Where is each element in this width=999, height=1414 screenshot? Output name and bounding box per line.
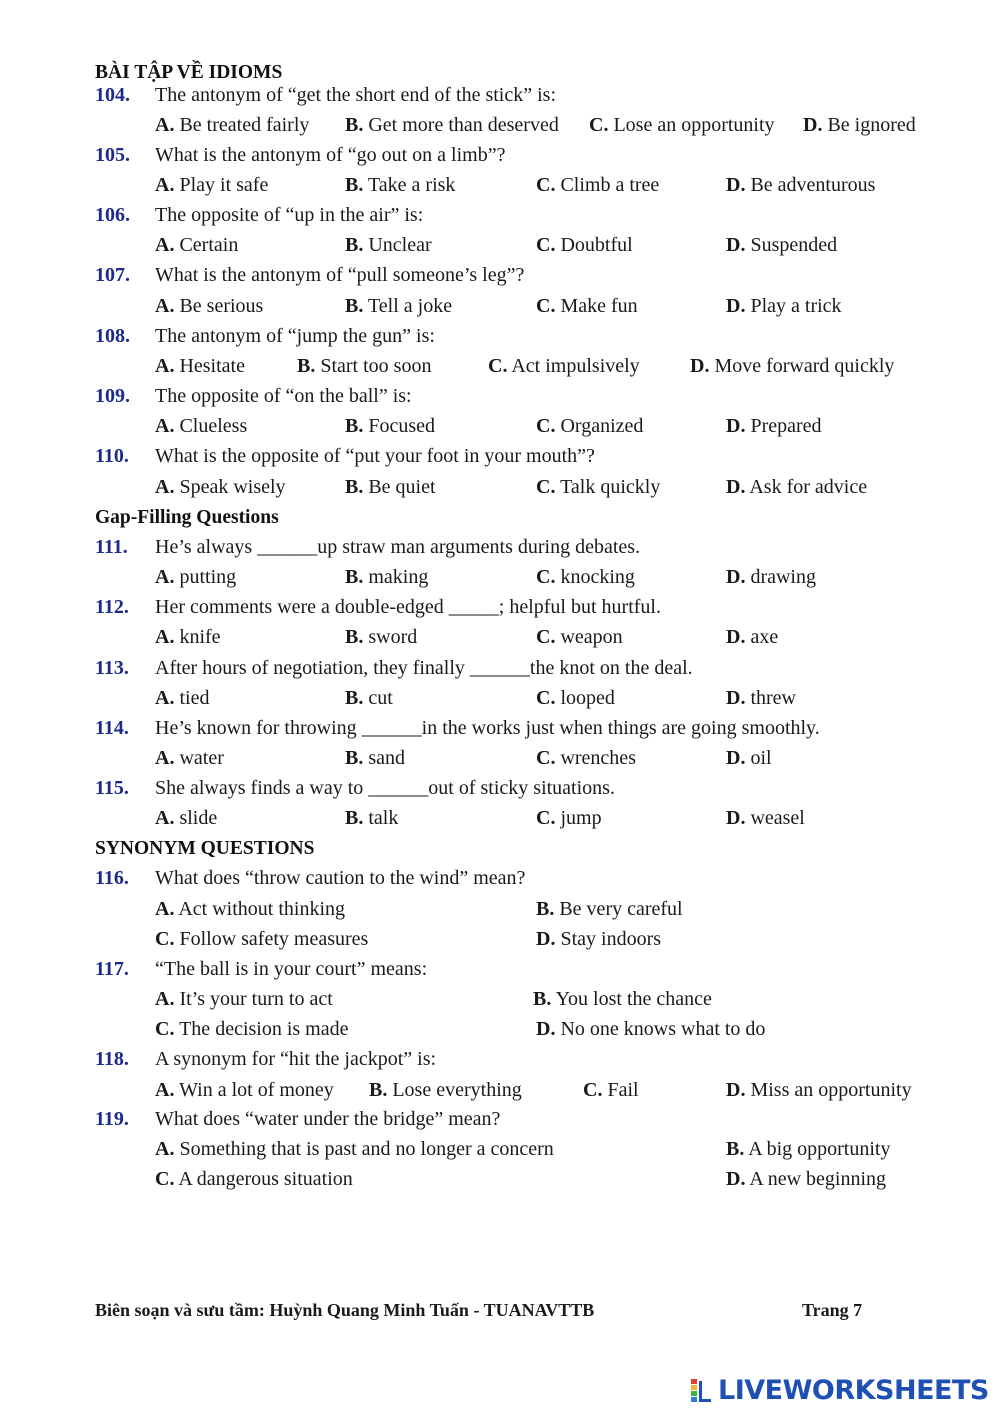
option-a[interactable]: A. Clueless bbox=[155, 415, 248, 437]
question-text: A synonym for “hit the jackpot” is: bbox=[155, 1048, 437, 1070]
option-b[interactable]: B. Get more than deserved bbox=[345, 114, 559, 136]
question-text: The opposite of “on the ball” is: bbox=[155, 385, 412, 407]
question-text: He’s always ______up straw man arguments during debates. bbox=[155, 536, 641, 558]
question-text: The opposite of “up in the air” is: bbox=[155, 204, 424, 226]
option-a[interactable]: A. Something that is past and no longer a concern bbox=[155, 1138, 554, 1160]
section-heading-gap-filling: Gap-Filling Questions bbox=[95, 507, 279, 528]
option-d[interactable]: D. Stay indoors bbox=[536, 928, 662, 950]
question-text: Her comments were a double-edged _____; helpful but hurtful. bbox=[155, 596, 661, 618]
option-c[interactable]: C. Make fun bbox=[536, 295, 638, 317]
question-text: What does “water under the bridge” mean? bbox=[155, 1108, 501, 1130]
option-b[interactable]: B. making bbox=[345, 566, 429, 588]
section-heading-synonym: SYNONYM QUESTIONS bbox=[95, 838, 315, 859]
option-d[interactable]: D. axe bbox=[726, 626, 779, 648]
option-a[interactable]: A. Hesitate bbox=[155, 355, 245, 377]
option-d[interactable]: D. Move forward quickly bbox=[690, 355, 895, 377]
option-b[interactable]: B. sword bbox=[345, 626, 418, 648]
option-a[interactable]: A. Be treated fairly bbox=[155, 114, 310, 136]
question-number: 104. bbox=[95, 84, 130, 106]
question-number: 105. bbox=[95, 144, 130, 166]
option-b[interactable]: B. Focused bbox=[345, 415, 436, 437]
question-text: “The ball is in your court” means: bbox=[155, 958, 428, 980]
option-c[interactable]: C. A dangerous situation bbox=[155, 1168, 353, 1190]
option-c[interactable]: C. Doubtful bbox=[536, 234, 633, 256]
option-b[interactable]: B. talk bbox=[345, 807, 399, 829]
question-text: What is the antonym of “go out on a limb”? bbox=[155, 144, 506, 166]
question-number: 119. bbox=[95, 1108, 129, 1130]
question-text: She always finds a way to ______out of sticky situations. bbox=[155, 777, 615, 799]
liveworksheets-brand[interactable] bbox=[690, 1372, 989, 1408]
option-a[interactable]: A. It’s your turn to act bbox=[155, 988, 333, 1010]
option-a[interactable]: A. Play it safe bbox=[155, 174, 269, 196]
option-c[interactable]: C. wrenches bbox=[536, 747, 636, 769]
option-c[interactable]: C. Act impulsively bbox=[488, 355, 640, 377]
option-b[interactable]: B. Take a risk bbox=[345, 174, 456, 196]
option-a[interactable]: A. Speak wisely bbox=[155, 476, 286, 498]
question-number: 109. bbox=[95, 385, 130, 407]
option-b[interactable]: B. Tell a joke bbox=[345, 295, 453, 317]
question-number: 108. bbox=[95, 325, 130, 347]
option-d[interactable]: D. drawing bbox=[726, 566, 816, 588]
question-text: The antonym of “get the short end of the stick” is: bbox=[155, 84, 557, 106]
option-c[interactable]: C. knocking bbox=[536, 566, 635, 588]
option-d[interactable]: D. Be adventurous bbox=[726, 174, 876, 196]
section-heading-idioms: BÀI TẬP VỀ IDIOMS bbox=[95, 62, 283, 83]
option-a[interactable]: A. Win a lot of money bbox=[155, 1079, 334, 1101]
option-b[interactable]: B. Unclear bbox=[345, 234, 432, 256]
question-text: What is the opposite of “put your foot in your mouth”? bbox=[155, 445, 595, 467]
option-a[interactable]: A. putting bbox=[155, 566, 237, 588]
option-d[interactable]: D. Miss an opportunity bbox=[726, 1079, 912, 1101]
question-text: He’s known for throwing ______in the works just when things are going smoothly. bbox=[155, 717, 820, 739]
option-b[interactable]: B. sand bbox=[345, 747, 406, 769]
option-b[interactable]: B. Be very careful bbox=[536, 898, 683, 920]
option-b[interactable]: B. Be quiet bbox=[345, 476, 436, 498]
question-number: 107. bbox=[95, 264, 130, 286]
option-a[interactable]: A. Act without thinking bbox=[155, 898, 346, 920]
option-c[interactable]: C. Organized bbox=[536, 415, 644, 437]
question-number: 106. bbox=[95, 204, 130, 226]
option-a[interactable]: A. tied bbox=[155, 687, 210, 709]
question-number: 118. bbox=[95, 1048, 129, 1070]
option-a[interactable]: A. knife bbox=[155, 626, 221, 648]
footer-page-number: Trang 7 bbox=[802, 1300, 863, 1320]
liveworksheets-wordmark: LIVEWORKSHEETS bbox=[718, 1374, 989, 1406]
option-c[interactable]: C. Follow safety measures bbox=[155, 928, 369, 950]
question-text: What does “throw caution to the wind” mean? bbox=[155, 867, 526, 889]
option-b[interactable]: B. A big opportunity bbox=[726, 1138, 891, 1160]
option-d[interactable]: D. A new beginning bbox=[726, 1168, 887, 1190]
option-d[interactable]: D. Suspended bbox=[726, 234, 838, 256]
question-number: 114. bbox=[95, 717, 129, 739]
option-d[interactable]: D. No one knows what to do bbox=[536, 1018, 766, 1040]
option-c[interactable]: C. Lose an opportunity bbox=[589, 114, 775, 136]
question-number: 116. bbox=[95, 867, 129, 889]
option-d[interactable]: D. threw bbox=[726, 687, 796, 709]
question-number: 113. bbox=[95, 657, 129, 679]
liveworksheets-logo-icon bbox=[690, 1377, 714, 1403]
option-d[interactable]: D. Be ignored bbox=[803, 114, 916, 136]
option-c[interactable]: C. The decision is made bbox=[155, 1018, 349, 1040]
option-b[interactable]: B. Start too soon bbox=[297, 355, 432, 377]
question-number: 110. bbox=[95, 445, 129, 467]
footer-author: Biên soạn và sưu tầm: Huỳnh Quang Minh Tuấn - TUANAVTTB bbox=[95, 1300, 595, 1320]
option-d[interactable]: D. weasel bbox=[726, 807, 805, 829]
option-c[interactable]: C. jump bbox=[536, 807, 602, 829]
question-text: The antonym of “jump the gun” is: bbox=[155, 325, 435, 347]
question-text: What is the antonym of “pull someone’s leg”? bbox=[155, 264, 525, 286]
option-a[interactable]: A. Certain bbox=[155, 234, 239, 256]
option-d[interactable]: D. oil bbox=[726, 747, 772, 769]
question-number: 115. bbox=[95, 777, 129, 799]
option-d[interactable]: D. Ask for advice bbox=[726, 476, 868, 498]
option-c[interactable]: C. Climb a tree bbox=[536, 174, 660, 196]
option-d[interactable]: D. Play a trick bbox=[726, 295, 842, 317]
question-text: After hours of negotiation, they finally ______the knot on the deal. bbox=[155, 657, 693, 679]
question-number: 112. bbox=[95, 596, 129, 618]
option-c[interactable]: C. Fail bbox=[583, 1079, 639, 1101]
option-c[interactable]: C. looped bbox=[536, 687, 615, 709]
option-a[interactable]: A. water bbox=[155, 747, 224, 769]
option-b[interactable]: B. You lost the chance bbox=[533, 988, 712, 1010]
option-b[interactable]: B. cut bbox=[345, 687, 393, 709]
question-number: 111. bbox=[95, 536, 128, 558]
question-number: 117. bbox=[95, 958, 129, 980]
option-a[interactable]: A. slide bbox=[155, 807, 218, 829]
option-c[interactable]: C. weapon bbox=[536, 626, 623, 648]
option-c[interactable]: C. Talk quickly bbox=[536, 476, 661, 498]
option-b[interactable]: B. Lose everything bbox=[369, 1079, 522, 1101]
option-a[interactable]: A. Be serious bbox=[155, 295, 264, 317]
option-d[interactable]: D. Prepared bbox=[726, 415, 822, 437]
